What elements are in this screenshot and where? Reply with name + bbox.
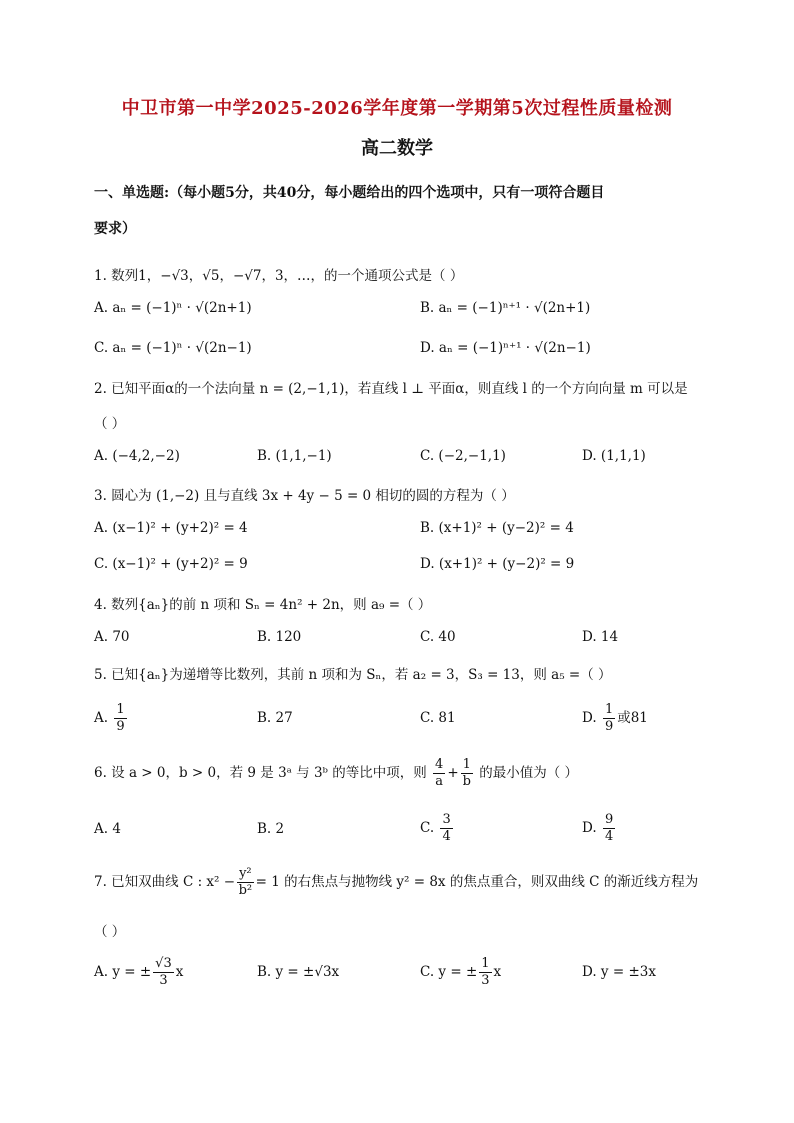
question-5-option-d-label: D. (582, 710, 597, 726)
question-6-fraction-2 (461, 757, 473, 790)
section-heading-line2: 要求） (94, 221, 136, 237)
question-3-option-a: A. (x−1)² + (y+2)² = 4 (94, 520, 248, 536)
fraction-denominator: b (462, 774, 471, 789)
section-heading-line1: 一、单选题:（每小题5分，共40分，每小题给出的四个选项中，只有一项符合题目 (94, 185, 605, 201)
question-7-stem-bracket: （ ） (94, 924, 126, 940)
question-4-option-d: D. 14 (582, 629, 619, 645)
question-6-option-c-label: C. (420, 820, 435, 836)
question-5-stem: 5. 已知{aₙ}为递增等比数列，其前 n 项和为 Sₙ，若 a₂ = 3，S₃ = 13，则 a₅ =（ ） (94, 667, 612, 683)
question-3-option-c: C. (x−1)² + (y+2)² = 9 (94, 556, 248, 572)
fraction-denominator: b² (238, 883, 253, 898)
question-2-option-a: A. (−4,2,−2) (94, 448, 180, 464)
fraction-numerator: 3 (442, 812, 451, 827)
question-4-option-a: A. 70 (94, 629, 130, 645)
question-6-option-c-fraction (440, 812, 452, 845)
question-5-option-d-fraction (603, 702, 615, 735)
question-3-option-d: D. (x+1)² + (y−2)² = 9 (420, 556, 575, 572)
question-2-stem: 2. 已知平面α的一个法向量 n = (2,−1,1)，若直线 l ⊥ 平面α，则直线 l 的一个方向向量 m 可以是 (94, 381, 688, 397)
question-1-option-d: D. aₙ = (−1)ⁿ⁺¹ · √(2n−1) (420, 340, 591, 356)
question-7-option-a (94, 956, 183, 989)
fraction-denominator: 9 (604, 719, 614, 734)
question-7-option-c-label: C. y = ± (420, 964, 478, 980)
fraction-numerator: 1 (481, 956, 490, 971)
exam-subject: 高二数学 (361, 138, 433, 159)
question-2-option-b: B. (1,1,−1) (257, 448, 332, 464)
fraction-numerator: y² (239, 866, 252, 881)
question-2-option-d: D. (1,1,1) (582, 448, 646, 464)
fraction-denominator: 4 (442, 829, 451, 844)
question-7-option-a-label: A. y = ± (94, 964, 152, 980)
question-2-stem-bracket: （ ） (94, 416, 126, 432)
fraction-numerator: 9 (604, 812, 614, 827)
question-6-option-d-label: D. (582, 820, 597, 836)
question-6-option-a: A. 4 (94, 821, 121, 837)
question-6-option-b: B. 2 (257, 821, 285, 837)
question-7-option-a-fraction (153, 956, 174, 989)
question-5-option-a-label: A. (94, 710, 109, 726)
question-6-stem: 6. 设 a > 0，b > 0，若 9 是 3ᵃ 与 3ᵇ 的等比中项，则 $\frac{4}{a}$ + $\frac{1}{b}$ 的最小值为（ ） (94, 757, 579, 789)
question-4-option-c: C. 40 (420, 629, 456, 645)
question-3-option-b: B. (x+1)² + (y−2)² = 4 (420, 520, 574, 536)
exam-title: 中卫市第一中学2025-2026学年度第一学期第5次过程性质量检测 (121, 98, 673, 119)
question-7-fraction (237, 866, 254, 899)
question-6-option-d (582, 812, 617, 845)
question-6-option-d-fraction (603, 812, 615, 845)
question-6-stem-part1: 6. 设 a > 0，b > 0，若 9 是 3ᵃ 与 3ᵇ 的等比中项，则 (94, 765, 427, 781)
question-1-option-a: A. aₙ = (−1)ⁿ · √(2n+1) (94, 300, 252, 316)
fraction-numerator: 1 (116, 702, 125, 717)
question-1-option-c: C. aₙ = (−1)ⁿ · √(2n−1) (94, 340, 252, 356)
fraction-numerator: 1 (462, 757, 471, 772)
question-5-option-a (94, 702, 129, 735)
question-4-stem: 4. 数列{aₙ}的前 n 项和 Sₙ = 4n² + 2n，则 a₉ =（ ） (94, 597, 432, 613)
question-3-stem: 3. 圆心为 (1,−2) 且与直线 3x + 4y − 5 = 0 相切的圆的方程为（ ） (94, 488, 515, 504)
fraction-denominator: 9 (116, 719, 125, 734)
question-7-stem-part2: = 1 的右焦点与抛物线 y² = 8x 的焦点重合，则双曲线 C 的渐近线方程为 (255, 874, 699, 890)
fraction-numerator: 4 (435, 757, 444, 772)
fraction-denominator: 3 (481, 973, 490, 988)
question-5-option-c: C. 81 (420, 710, 456, 726)
question-1-option-b: B. aₙ = (−1)ⁿ⁺¹ · √(2n+1) (420, 300, 591, 316)
fraction-denominator: 4 (604, 829, 614, 844)
fraction-numerator: √3 (155, 956, 172, 971)
fraction-numerator: 1 (604, 702, 614, 717)
question-6-option-c (420, 812, 455, 845)
question-4-option-b: B. 120 (257, 629, 302, 645)
fraction-denominator: 3 (159, 973, 168, 988)
question-5-option-d-suffix: 或81 (617, 710, 648, 726)
question-1-stem: 1. 数列1，−√3，√5，−√7，3，…，的一个通项公式是（ ） (94, 268, 464, 284)
question-7-option-c-suffix: x (493, 964, 502, 980)
question-7-option-c-fraction (479, 956, 491, 989)
question-7-option-a-suffix: x (175, 964, 184, 980)
question-7-option-c (420, 956, 501, 989)
question-7-stem-part1: 7. 已知双曲线 C : x² − (94, 874, 236, 890)
question-6-fraction-1 (433, 757, 445, 790)
question-7-stem (94, 866, 714, 899)
question-7-option-d: D. y = ±3x (582, 964, 656, 980)
question-5-option-d (582, 702, 648, 735)
question-5-option-b: B. 27 (257, 710, 293, 726)
question-7-option-b: B. y = ±√3x (257, 964, 340, 980)
question-2-option-c: C. (−2,−1,1) (420, 448, 506, 464)
question-5-option-a-fraction (114, 702, 126, 735)
fraction-denominator: a (435, 774, 444, 789)
question-6-stem-part2: 的最小值为（ ） (479, 765, 579, 781)
